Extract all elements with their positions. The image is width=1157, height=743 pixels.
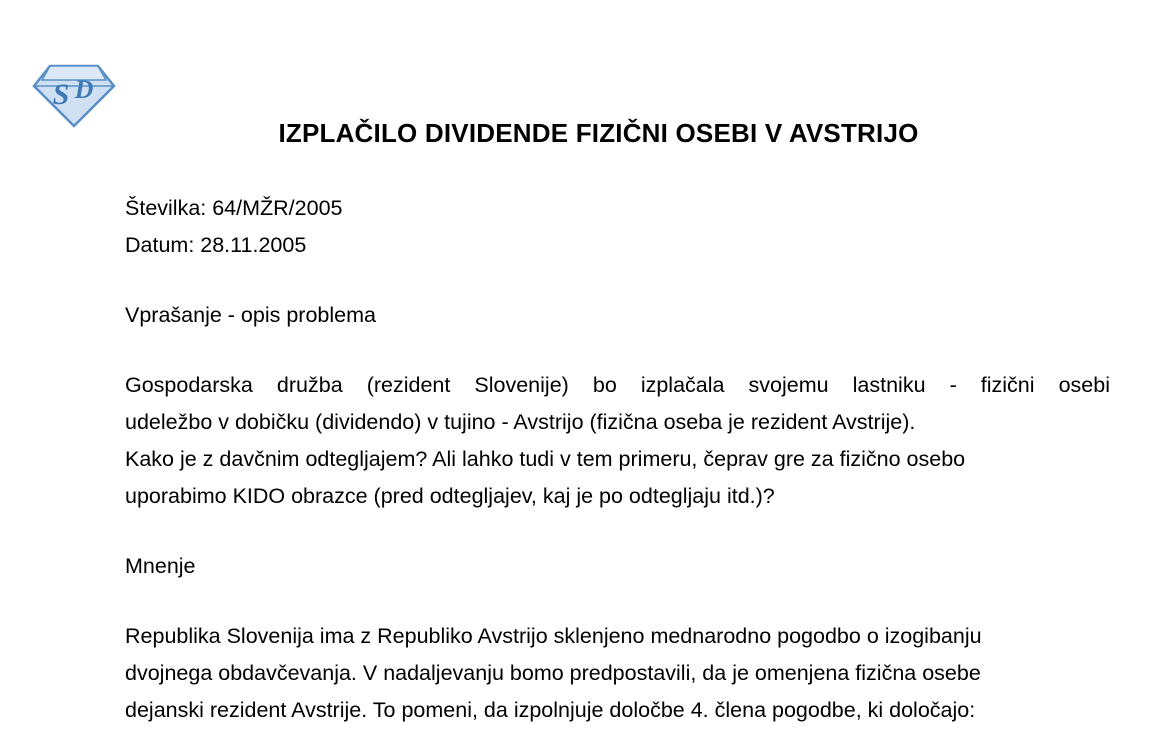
opinion-paragraph-1 (125, 618, 1110, 729)
page-title: IZPLAČILO DIVIDENDE FIZIČNI OSEBI V AVSTRIJO (278, 118, 919, 148)
svg-text:S: S (52, 78, 70, 111)
document-body (125, 190, 1110, 729)
question-paragraph-2 (125, 441, 1110, 515)
paragraph-line: Gospodarska družba (rezident Slovenije) bo izplačala svojemu lastniku - fizični osebi (125, 373, 1110, 397)
paragraph-line: dvojnega obdavčevanja. V nadaljevanju bomo predpostavili, da je omenjena fizična osebe (125, 661, 981, 685)
svg-text:D: D (74, 75, 94, 104)
paragraph-line: uporabimo KIDO obrazce (pred odtegljajev, kaj je po odtegljaju itd.)? (125, 484, 775, 508)
paragraph-line: udeležbo v dobičku (dividendo) v tujino - Avstrijo (fizična oseba je rezident Avstrije). (125, 410, 916, 434)
spacer (125, 334, 1110, 367)
spacer (125, 585, 1110, 618)
question-paragraph-1 (125, 367, 1110, 441)
paragraph-line: dejanski rezident Avstrije. To pomeni, da izpolnjuje določbe 4. člena pogodbe, ki določajo: (125, 698, 976, 722)
paragraph-line: Republika Slovenija ima z Republiko Avstrijo sklenjeno mednarodno pogodbo o izogibanju (125, 624, 982, 648)
spacer (125, 515, 1110, 548)
spacer (125, 264, 1110, 297)
paragraph-line: Kako je z davčnim odtegljajem? Ali lahko tudi v tem primeru, čeprav gre za fizično osebo (125, 447, 966, 471)
section-heading-question: Vprašanje - opis problema (125, 303, 376, 327)
section-heading-opinion: Mnenje (125, 554, 196, 578)
document-date: Datum: 28.11.2005 (125, 233, 307, 257)
document-number: Številka: 64/MŽR/2005 (125, 196, 343, 220)
